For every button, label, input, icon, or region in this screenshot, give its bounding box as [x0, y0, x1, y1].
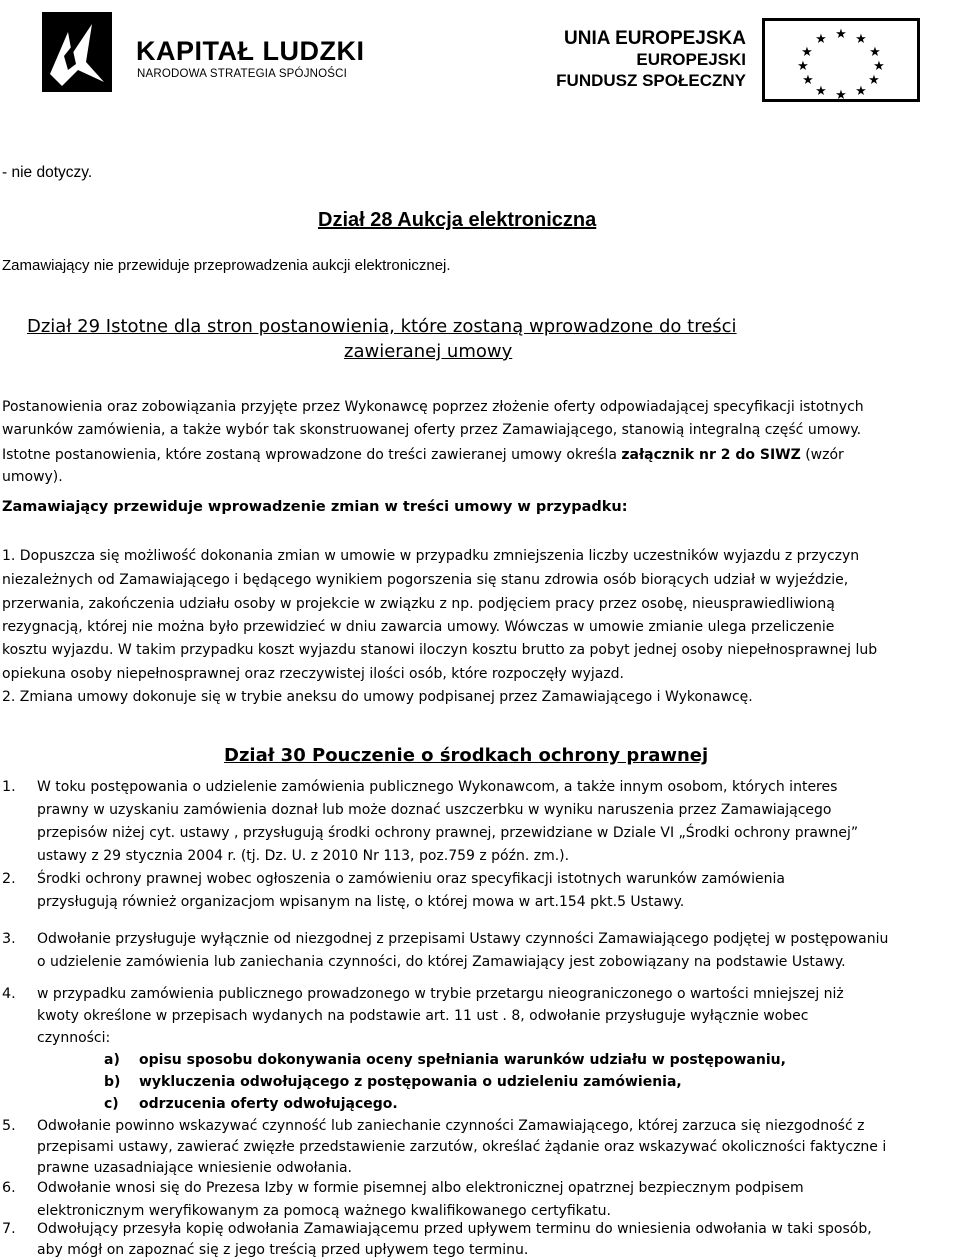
list-number: 6.: [2, 1180, 16, 1196]
list-item-line: czynności:: [37, 1030, 111, 1046]
subitem-letter: a): [104, 1052, 120, 1068]
list-number: 7.: [2, 1221, 16, 1237]
p2-text-a: Istotne postanowienia, które zostaną wprowadzone do treści zawieranej umowy określa: [2, 447, 622, 463]
list-item-line: Odwołanie powinno wskazywać czynność lub zaniechanie czynności Zamawiającego, której zarzuca się niezgodność z: [37, 1118, 865, 1134]
section-29-p1-line2: warunków zamówienia, a także wybór tak skonstruowanej oferty przez Zamawiającego, stanowią integralną część umowy.: [2, 422, 862, 438]
list-item-line: o udzielenie zamówienia lub zaniechania czynności, do której Zamawiający jest zobowiązany na podstawie Ustawy.: [37, 954, 846, 970]
list-item-line: przepisami ustawy, zawierać zwięzłe przedstawienie zarzutów, określać żądanie oraz wskazywać okoliczności faktyczne i: [37, 1139, 887, 1155]
section-30-title: Dział 30 Pouczenie o środkach ochrony prawnej: [224, 745, 709, 766]
list-item-line: w przypadku zamówienia publicznego prowadzonego w trybie przetargu nieograniczonego o wartości mniejszej niż: [37, 986, 844, 1002]
item1-line: przerwania, zakończenia udziału osoby w projekcie w związku z np. podjęciem pracy przez osobę, nieusprawiedliwioną: [2, 596, 835, 612]
svg-text:★: ★: [855, 32, 867, 47]
svg-text:★: ★: [797, 59, 809, 74]
kapital-ludzki-logo-icon: [42, 12, 112, 92]
list-number: 2.: [2, 871, 16, 887]
svg-text:★: ★: [855, 84, 867, 99]
item1-line: niezależnych od Zamawiającego i będącego wynikiem pogorszenia się stanu zdrowia osób biorących udział w wyjeździe,: [2, 572, 849, 588]
section-29-p2-line1: [2, 447, 844, 463]
list-item-line: Odwołanie wnosi się do Prezesa Izby w formie pisemnej albo elektronicznej opatrznej bezpiecznym podpisem: [37, 1180, 804, 1196]
svg-text:★: ★: [868, 73, 880, 88]
svg-text:★: ★: [815, 32, 827, 47]
eu-line1: UNIA EUROPEJSKA: [564, 28, 746, 49]
list-item-line: elektronicznym weryfikowanym za pomocą ważnego kwalifikowanego certyfikatu.: [37, 1203, 611, 1219]
section-29-p2-line2: umowy).: [2, 469, 63, 485]
svg-text:★: ★: [873, 59, 885, 74]
list-item-line: ustawy z 29 stycznia 2004 r. (tj. Dz. U. z 2010 Nr 113, poz.759 z późn. zm.).: [37, 848, 570, 864]
subitem-letter: b): [104, 1074, 121, 1090]
list-item-line: prawne uzasadniające wniesienie odwołania.: [37, 1160, 353, 1176]
section-28-title: Dział 28 Aukcja elektroniczna: [318, 209, 597, 231]
eu-line2: EUROPEJSKI: [636, 50, 746, 69]
list-item-line: przysługują również organizacjom wpisanym na listę, o której mowa w art.154 pkt.5 Ustawy.: [37, 894, 685, 910]
list-item-line: Środki ochrony prawnej wobec ogłoszenia o zamówieniu oraz specyfikacji istotnych warunków zamówienia: [37, 871, 785, 887]
subitem-text: odrzucenia oferty odwołującego.: [139, 1096, 398, 1112]
section-29-item2: 2. Zmiana umowy dokonuje się w trybie aneksu do umowy podpisanej przez Zamawiającego i Wykonawcę.: [2, 689, 753, 705]
page-header: [0, 0, 960, 110]
list-number: 4.: [2, 986, 16, 1002]
intro-text: - nie dotyczy.: [2, 164, 93, 181]
list-item-line: aby mógł on zapoznać się z jego treścią przed upływem tego terminu.: [37, 1242, 529, 1258]
section-29-title-line2: zawieranej umowy: [344, 341, 513, 362]
item1-line: 1. Dopuszcza się możliwość dokonania zmian w umowie w przypadku zmniejszenia liczby uczestników wyjazdu z przyczyn: [2, 548, 860, 564]
svg-text:★: ★: [835, 27, 847, 42]
list-item-line: Odwołanie przysługuje wyłącznie od niezgodnej z przepisami Ustawy czynności Zamawiającego podjętej w postępowaniu: [37, 931, 889, 947]
kapital-ludzki-title: KAPITAŁ LUDZKI: [136, 36, 365, 66]
list-number: 3.: [2, 931, 16, 947]
p2-attachment-ref: załącznik nr 2 do SIWZ: [621, 447, 801, 463]
kapital-ludzki-subtitle: NARODOWA STRATEGIA SPÓJNOŚCI: [137, 68, 348, 80]
list-number: 5.: [2, 1118, 16, 1134]
list-item-line: W toku postępowania o udzielenie zamówienia publicznego Wykonawcom, a także innym osobom, których interes: [37, 779, 838, 795]
section-29-title-line1: Dział 29 Istotne dla stron postanowienia, które zostaną wprowadzone do treści: [27, 316, 737, 337]
subitem-letter: c): [104, 1096, 119, 1112]
subitem-text: wykluczenia odwołującego z postępowania o udzieleniu zamówienia,: [139, 1074, 682, 1090]
eu-line3: FUNDUSZ SPOŁECZNY: [556, 71, 746, 90]
list-number: 1.: [2, 779, 16, 795]
svg-text:★: ★: [802, 73, 814, 88]
eu-fund-text: [540, 28, 746, 91]
section-29-subheading: Zamawiający przewiduje wprowadzenie zmian w treści umowy w przypadku:: [2, 499, 628, 515]
item1-line: opiekuna osoby niepełnosprawnej oraz rzeczywistej ilości osób, które rozpoczęły wyjazd.: [2, 666, 625, 682]
list-item-line: kwoty określone w przepisach wydanych na podstawie art. 11 ust . 8, odwołanie przysługuje wyłącznie wobec: [37, 1008, 809, 1024]
svg-text:★: ★: [869, 45, 881, 60]
section-28-text: Zamawiający nie przewiduje przeprowadzenia aukcji elektronicznej.: [2, 257, 451, 274]
item1-line: rezygnacją, której nie można było przewidzieć w dniu zawarcia umowy. Wówczas w umowie zmianie ulega przeliczenie: [2, 619, 835, 635]
p2-text-c: (wzór: [800, 447, 844, 463]
svg-text:★: ★: [801, 45, 813, 60]
subitem-text: opisu sposobu dokonywania oceny spełniania warunków udziału w postępowaniu,: [139, 1052, 786, 1068]
eu-flag-icon: [762, 18, 920, 102]
item1-line: kosztu wyjazdu. W takim przypadku koszt wyjazdu stanowi iloczyn kosztu brutto za pobyt jednej osoby niepełnosprawnej lub: [2, 642, 878, 658]
list-item-line: przepisów niżej cyt. ustawy , przysługują środki ochrony prawnej, przewidziane w Dziale VI „Środki ochrony prawnej”: [37, 825, 859, 841]
svg-text:★: ★: [815, 84, 827, 99]
list-item-line: Odwołujący przesyła kopię odwołania Zamawiającemu przed upływem terminu do wniesienia odwołania w taki sposób,: [37, 1221, 872, 1237]
list-item-line: prawny w uzyskaniu zamówienia doznał lub może doznać uszczerbku w wyniku naruszenia przez Zamawiającego: [37, 802, 832, 818]
section-29-p1-line1: Postanowienia oraz zobowiązania przyjęte przez Wykonawcę poprzez złożenie oferty odpowiadającej specyfikacji istotnych: [2, 399, 864, 415]
svg-text:★: ★: [835, 88, 847, 102]
